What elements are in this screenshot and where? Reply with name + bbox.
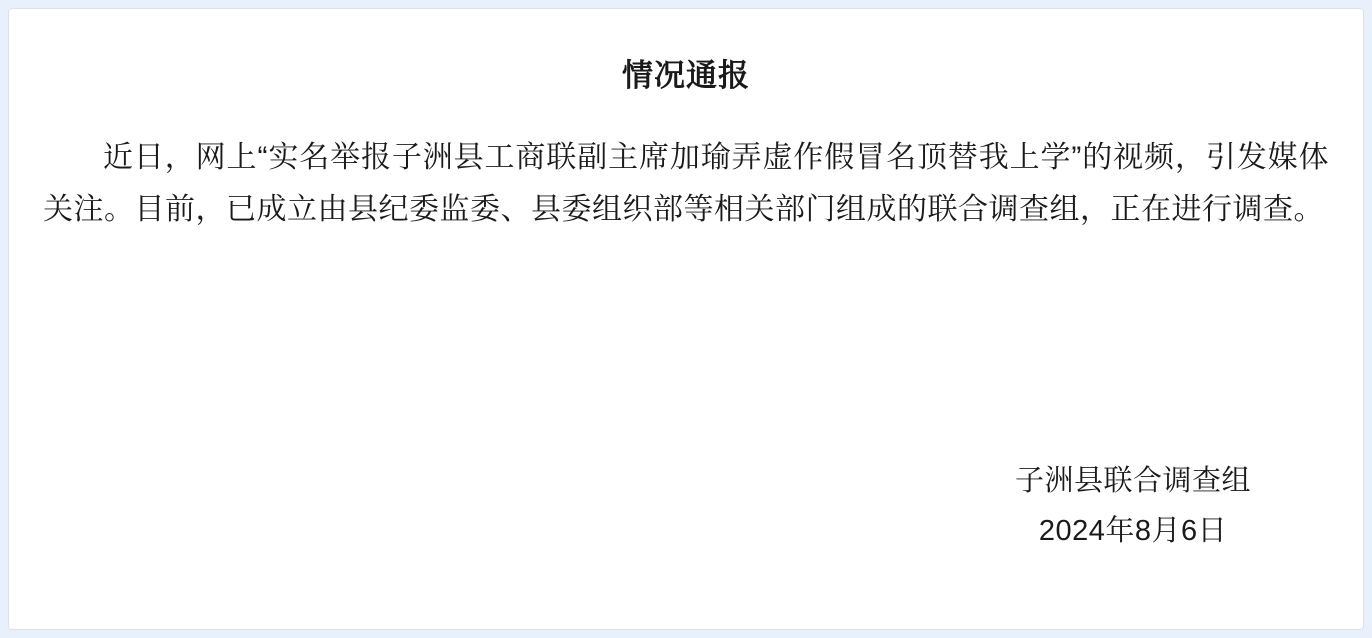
notice-body-paragraph: 近日，网上“实名举报子洲县工商联副主席加瑜弄虚作假冒名顶替我上学”的视频，引发媒体关注。目前，已成立由县纪委监委、县委组织部等相关部门组成的联合调查组，正在进行调查。 (43, 141, 1329, 226)
signature-date: 2024年8月6日 (1038, 515, 1228, 548)
notice-content (9, 9, 1363, 629)
signature-block (1015, 456, 1251, 558)
signature-organization: 子洲县联合调查组 (1014, 464, 1251, 497)
notice-card (8, 8, 1364, 630)
page-title: 情况通报 (622, 58, 750, 93)
